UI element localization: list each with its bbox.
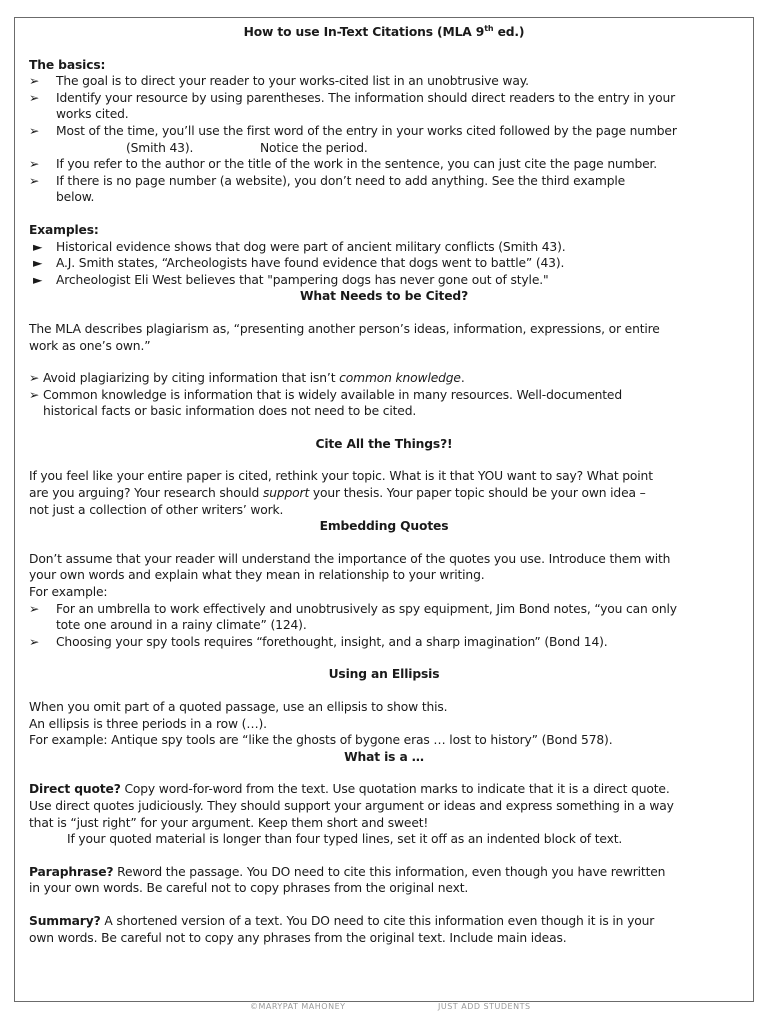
example-item: ► Archeologist Eli West believes that "pampering dogs has never gone out of style." xyxy=(33,272,549,287)
basics-bullet-cont: below. xyxy=(56,190,95,205)
embed-paragraph: Don’t assume that your reader will understand the importance of the quotes you use. Introduce them with xyxy=(29,551,671,566)
direct-quote-paragraph: Use direct quotes judiciously. They should support your argument or ideas and express something in a way xyxy=(29,798,674,813)
example-item: ► A.J. Smith states, “Archeologists have found evidence that dogs went to battle” (43). xyxy=(33,256,565,271)
example-item: ► Historical evidence shows that dog were part of ancient military conflicts (Smith 43). xyxy=(33,239,566,254)
things-paragraph: If you feel like your entire paper is cited, rethink your topic. What is it that YOU want to say? What point xyxy=(29,469,653,484)
basics-bullet: ➢ Most of the time, you’ll use the first word of the entry in your works cited followed by the page number xyxy=(29,123,677,138)
ellipsis-paragraph: An ellipsis is three periods in a row (…). xyxy=(29,716,267,731)
basics-bullet: ➢ If there is no page number (a website), you don’t need to add anything. See the third example xyxy=(29,173,626,188)
cited-bullet: ➢ Avoid plagiarizing by citing information that isn’t common knowledge. xyxy=(29,371,465,386)
page-title: How to use In-Text Citations (MLA 9th ed.) xyxy=(243,23,525,39)
footer-brand: JUST ADD STUDENTS xyxy=(438,1002,531,1011)
direct-quote-paragraph: that is “just right” for your argument. Keep them short and sweet! xyxy=(29,815,429,830)
summary-paragraph: Summary? A shortened version of a text. You DO need to cite this information even though it is in your xyxy=(29,913,655,928)
basics-bullet-cont: (Smith 43). Notice the period. xyxy=(126,140,368,155)
cited-bullet-cont: historical facts or basic information does not need to be cited. xyxy=(43,404,417,419)
basics-bullet-cont: works cited. xyxy=(56,107,129,122)
embed-bullet: ➢ For an umbrella to work effectively and unobtrusively as spy equipment, Jim Bond notes, “you can only xyxy=(29,601,677,616)
cited-paragraph: work as one’s own.” xyxy=(29,338,151,353)
paraphrase-paragraph: Paraphrase? Reword the passage. You DO need to cite this information, even though you have rewritten xyxy=(29,864,666,879)
whatis-heading: What is a … xyxy=(344,749,424,764)
ellipsis-paragraph: When you omit part of a quoted passage, use an ellipsis to show this. xyxy=(29,700,448,714)
embed-paragraph: your own words and explain what they mean in relationship to your writing. xyxy=(29,568,485,583)
cited-bullet: ➢ Common knowledge is information that is widely available in many resources. Well-documented xyxy=(29,387,623,402)
footer-copyright: ©MARYPAT MAHONEY xyxy=(250,1002,346,1011)
summary-paragraph: own words. Be careful not to copy any phrases from the original text. Include main ideas. xyxy=(29,930,567,945)
basics-heading: The basics: xyxy=(29,57,106,72)
basics-bullet: ➢ Identify your resource by using parentheses. The information should direct readers to the entry in your xyxy=(29,90,676,105)
things-paragraph: not just a collection of other writers’ work. xyxy=(29,502,284,517)
direct-quote-paragraph: Direct quote? Copy word-for-word from the text. Use quotation marks to indicate that it is a direct quote. xyxy=(29,782,670,797)
ellipsis-heading: Using an Ellipsis xyxy=(328,667,440,682)
things-heading: Cite All the Things?! xyxy=(315,436,453,451)
embed-heading: Embedding Quotes xyxy=(319,519,449,534)
things-paragraph: are you arguing? Your research should support your thesis. Your paper topic should be your own idea – xyxy=(29,486,646,501)
document-page xyxy=(14,17,754,1002)
basics-bullet: ➢ The goal is to direct your reader to your works-cited list in an unobtrusive way. xyxy=(29,74,529,89)
paraphrase-paragraph: in your own words. Be careful not to copy phrases from the original next. xyxy=(29,881,469,896)
examples-heading: Examples: xyxy=(29,222,99,237)
cited-heading: What Needs to be Cited? xyxy=(299,289,469,304)
cited-paragraph: The MLA describes plagiarism as, “presenting another person’s ideas, information, expressions, or entire xyxy=(29,321,660,336)
embed-bullet: ➢ Choosing your spy tools requires “forethought, insight, and a sharp imagination” (Bond 14). xyxy=(29,634,608,649)
embed-paragraph: For example: xyxy=(29,585,108,600)
direct-quote-paragraph: If your quoted material is longer than four typed lines, set it off as an indented block of text. xyxy=(67,832,623,847)
embed-bullet-cont: tote one around in a rainy climate” (124). xyxy=(56,618,307,633)
ellipsis-paragraph: For example: Antique spy tools are “like the ghosts of bygone eras … lost to history” (Bond 578). xyxy=(29,733,613,748)
basics-bullet: ➢ If you refer to the author or the title of the work in the sentence, you can just cite the page number. xyxy=(29,157,658,172)
